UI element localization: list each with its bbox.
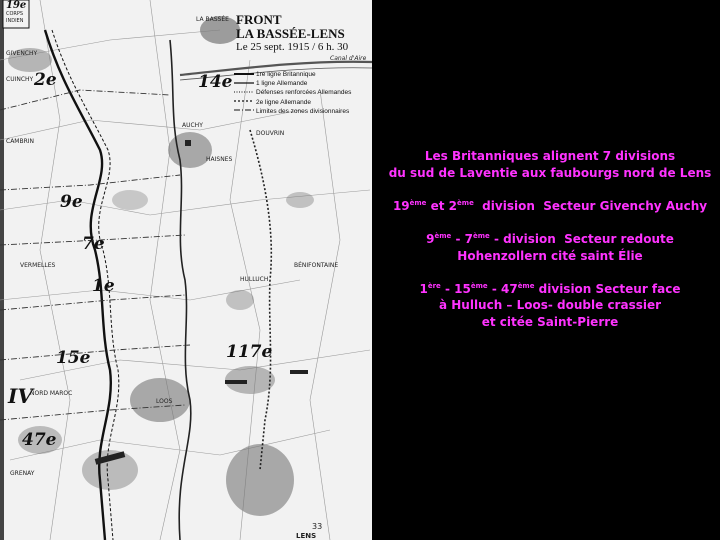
map-title-sector: LA BASSÉE-LENS — [236, 26, 345, 41]
summary-line-2: du sud de Laventie aux faubourgs nord de Lens — [388, 165, 712, 180]
place-maroc: NORD MAROC — [30, 390, 73, 397]
sector-loos-div-c: - 47 — [487, 281, 518, 296]
place-cuinchy: CUINCHY — [6, 76, 34, 83]
legend-german-defenses: Défenses renforcées Allemandes — [256, 89, 352, 97]
legend-german-line: 1 ligne Allemande — [256, 80, 308, 88]
sector-loos-line-2: à Hulluch – Loos- double crassier — [438, 298, 662, 313]
sector-hohenzollern-sup-b: ème — [472, 231, 490, 240]
sector-givenchy-div-b: et 2 — [426, 198, 458, 213]
corner-label-corps: CORPS — [6, 11, 24, 17]
place-benifontaine: BÉNIFONTAINE — [294, 262, 339, 269]
page-number: 33 — [312, 522, 323, 531]
place-vermelles: VERMELLES — [20, 262, 56, 269]
place-douvrin: DOUVRIN — [256, 130, 285, 137]
corner-label-indien: INDIEN — [6, 18, 24, 24]
sector-loos-text: division Secteur face — [534, 281, 681, 296]
sector-hohenzollern-div-b: - 7 — [451, 231, 473, 246]
place-canal: Canal d'Aire — [330, 55, 367, 62]
place-la-bassee: LA BASSÉE — [196, 16, 229, 23]
legend-german-second-line: 2e ligne Allemande — [256, 98, 311, 106]
map-legend — [256, 70, 351, 116]
sector-loos-line-3: et citée Saint-Pierre — [481, 314, 619, 329]
place-lens: LENS — [296, 532, 317, 540]
sector-hohenzollern-div-a: 9 — [426, 231, 435, 246]
division-15: 15e — [56, 348, 91, 368]
map-title-front: FRONT — [236, 12, 282, 27]
sector-givenchy-text: division Secteur Givenchy Auchy — [473, 198, 708, 213]
legend-division-limits: Limites des zones divisionnaires — [256, 107, 350, 115]
map-date: Le 25 sept. 1915 / 6 h. 30 — [236, 41, 349, 53]
sector-givenchy-line — [380, 198, 720, 215]
sector-givenchy-sup-b: ème — [457, 198, 474, 207]
sector-loos-sup-b: ème — [470, 281, 488, 290]
place-loos: LOOS — [156, 398, 173, 405]
sector-hohenzollern-sup-a: ème — [434, 231, 452, 240]
place-hulluch: HULLUCH — [240, 276, 269, 283]
legend-british-line: 1re ligne Britannique — [256, 71, 316, 78]
division-14: 14e — [198, 72, 233, 92]
division-117: 117e — [226, 342, 273, 362]
sector-givenchy-sup-a: ème — [409, 198, 427, 207]
sector-hohenzollern-line — [380, 231, 720, 248]
sector-loos-sup-c: ème — [517, 281, 535, 290]
sector-loos-div-b: - 15 — [440, 281, 471, 296]
sector-loos-line — [380, 281, 720, 298]
place-auchy: AUCHY — [182, 122, 203, 129]
sector-hohenzollern-text: - division Secteur redoute — [489, 231, 674, 246]
place-cambrin: CAMBRIN — [6, 138, 35, 145]
corner-label-number: 19e — [6, 0, 27, 11]
division-9: 9e — [60, 192, 83, 212]
sector-loos-sup-a: ère — [427, 281, 441, 290]
corps-4: IV — [8, 384, 33, 408]
summary-text — [380, 148, 720, 331]
sector-hohenzollern-line-2: Hohenzollern cité saint Élie — [457, 248, 643, 263]
sector-givenchy-div-a: 19 — [392, 198, 410, 213]
summary-line-1: Les Britanniques alignent 7 divisions — [424, 149, 676, 163]
place-givenchy: GIVENCHY — [6, 50, 38, 57]
division-7: 7e — [82, 234, 105, 254]
corner-label — [6, 0, 26, 25]
place-haisnes: HAISNES — [206, 156, 233, 163]
division-1: 1e — [92, 276, 115, 296]
division-47: 47e — [22, 430, 57, 450]
division-2: 2e — [34, 70, 57, 90]
sector-loos-div-a: 1 — [419, 281, 428, 296]
place-grenay: GRENAY — [10, 470, 35, 477]
